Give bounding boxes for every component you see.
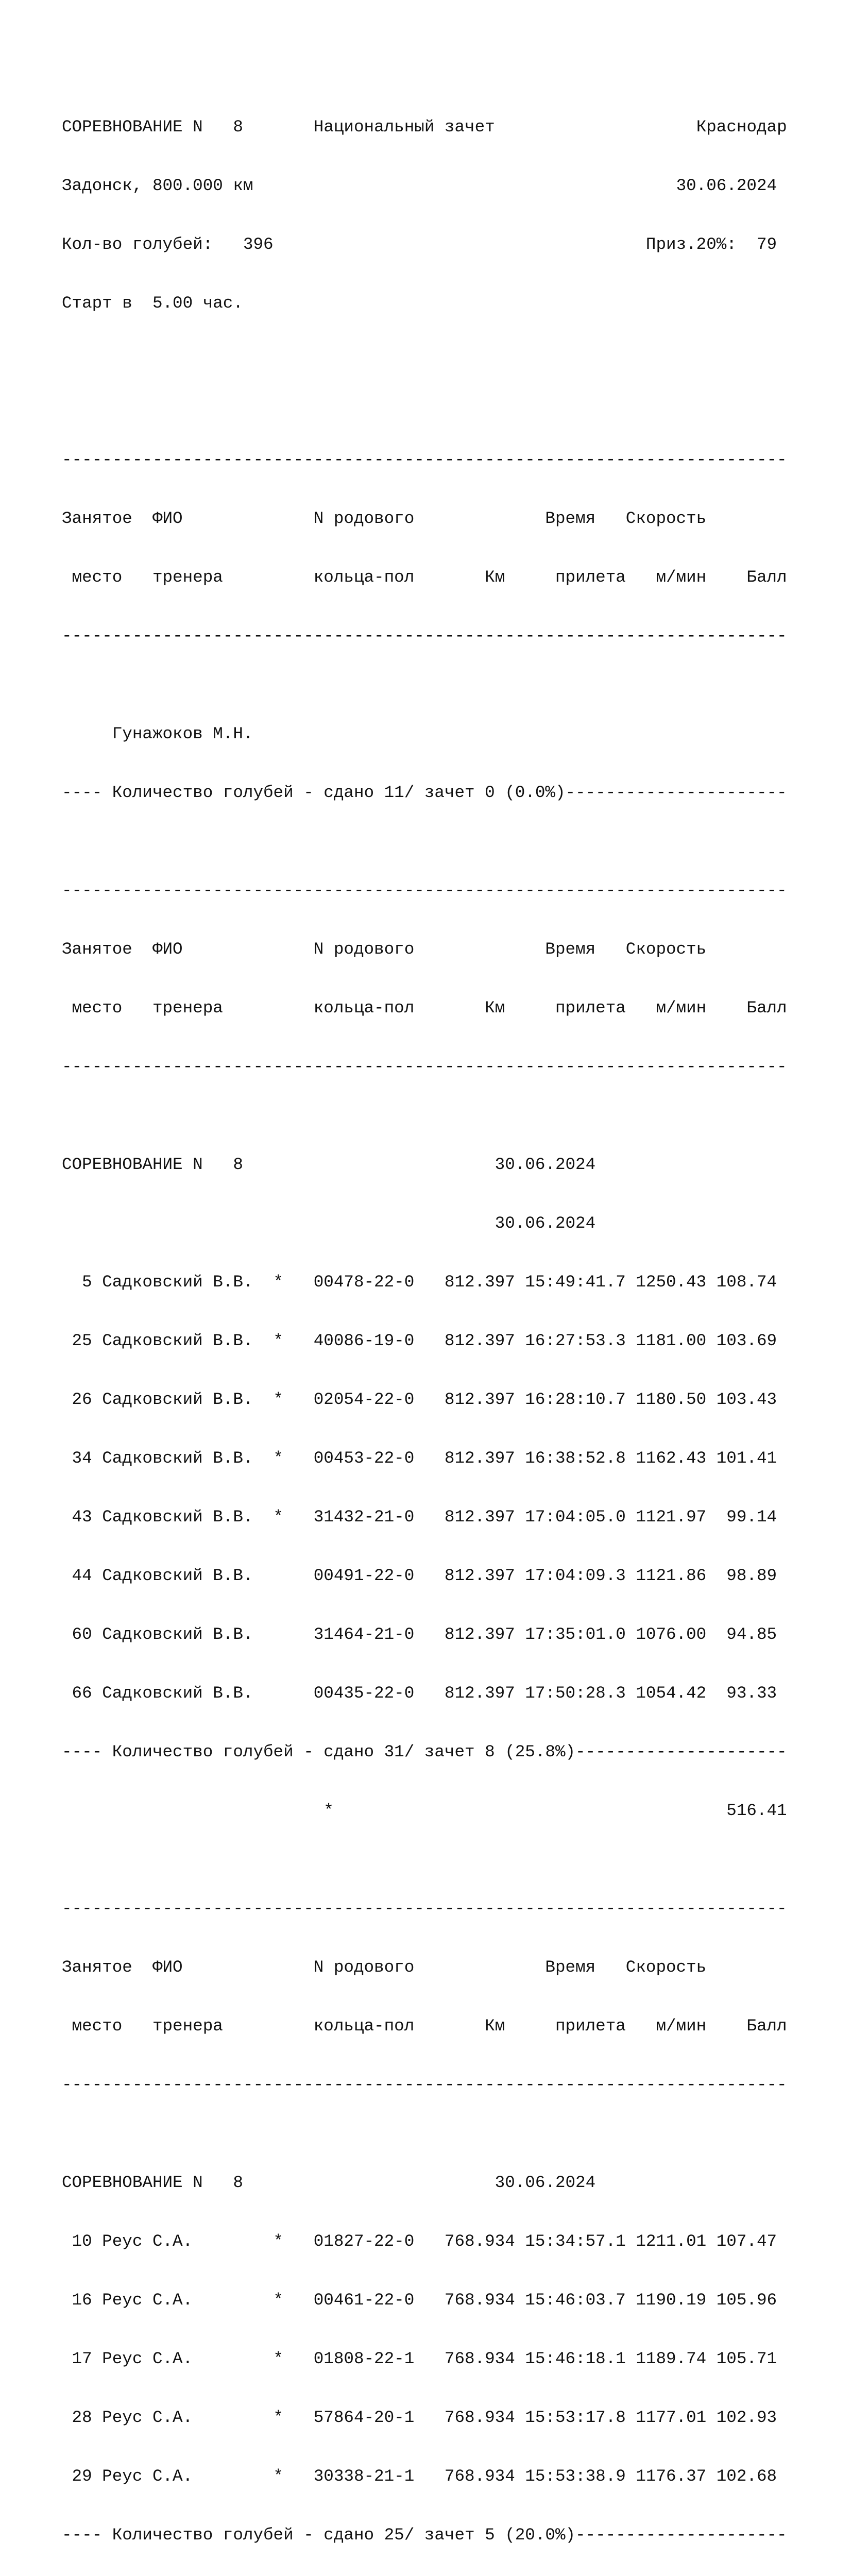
header-line-3: [62, 235, 814, 255]
divider: ------------------------------------------------------------------------: [62, 2075, 787, 2094]
header-line-1: [62, 117, 814, 137]
result-row: 16 Реус С.А. * 00461-22-0 768.934 15:46:03.7 1190.19 105.96: [62, 2291, 777, 2310]
header-line-4: [62, 294, 814, 313]
column-header-row-2: место тренера кольца-пол Км прилета м/мин Балл: [62, 568, 787, 587]
results-sheet: [62, 39, 814, 2576]
race-date: 30.06.2024: [676, 176, 777, 195]
start-time: Старт в 5.00 час.: [62, 294, 243, 313]
release-point: Задонск, 800.000 км: [62, 176, 253, 195]
column-header-row-1: Занятое ФИО N родового Время Скорость: [62, 940, 707, 959]
date-line: 30.06.2024: [62, 1214, 596, 1233]
divider: ------------------------------------------------------------------------: [62, 626, 787, 646]
divider: ------------------------------------------------------------------------: [62, 450, 787, 469]
column-header-row-1: Занятое ФИО N родового Время Скорость: [62, 509, 707, 528]
result-row: 60 Садковский В.В. 31464-21-0 812.397 17:35:01.0 1076.00 94.85: [62, 1625, 777, 1644]
trainer-summary: ---- Количество голубей - сдано 25/ зачет 5 (20.0%)---------------------: [62, 2526, 787, 2545]
column-header-row-2: место тренера кольца-пол Км прилета м/мин Балл: [62, 998, 787, 1018]
divider: ------------------------------------------------------------------------: [62, 1899, 787, 1918]
result-row: 43 Садковский В.В. * 31432-21-0 812.397 17:04:05.0 1121.97 99.14: [62, 1507, 777, 1527]
divider: ------------------------------------------------------------------------: [62, 1057, 787, 1076]
trainer-summary: ---- Количество голубей - сдано 31/ зачет 8 (25.8%)---------------------: [62, 1742, 787, 1761]
city: Краснодар: [696, 117, 787, 137]
blank-line: [62, 352, 814, 372]
header-line-2: [62, 176, 814, 196]
result-row: 26 Садковский В.В. * 02054-22-0 812.397 16:28:10.7 1180.50 103.43: [62, 1390, 777, 1409]
competition-line: СОРЕВНОВАНИЕ N 8 30.06.2024: [62, 2173, 596, 2192]
column-header-row-2: место тренера кольца-пол Км прилета м/мин Балл: [62, 2016, 787, 2036]
result-row: 28 Реус С.А. * 57864-20-1 768.934 15:53:17.8 1177.01 102.93: [62, 2408, 777, 2427]
result-row: 34 Садковский В.В. * 00453-22-0 812.397 16:38:52.8 1162.43 101.41: [62, 1449, 777, 1468]
competition-line: СОРЕВНОВАНИЕ N 8 30.06.2024: [62, 1155, 596, 1174]
result-row: 17 Реус С.А. * 01808-22-1 768.934 15:46:18.1 1189.74 105.71: [62, 2349, 777, 2368]
result-row: 10 Реус С.А. * 01827-22-0 768.934 15:34:57.1 1211.01 107.47: [62, 2232, 777, 2251]
result-row: 44 Садковский В.В. 00491-22-0 812.397 17:04:09.3 1121.86 98.89: [62, 1566, 777, 1585]
result-row: 5 Садковский В.В. * 00478-22-0 812.397 15:49:41.7 1250.43 108.74: [62, 1273, 777, 1292]
competition-number: СОРЕВНОВАНИЕ N 8: [62, 117, 243, 137]
trainer-total: * 516.41: [62, 1801, 787, 1820]
trainer-summary: ---- Количество голубей - сдано 11/ зачет 0 (0.0%)----------------------: [62, 783, 787, 802]
prize-count: Приз.20%: 79: [645, 235, 777, 254]
divider: ------------------------------------------------------------------------: [62, 881, 787, 900]
column-header-row-1: Занятое ФИО N родового Время Скорость: [62, 1958, 707, 1977]
result-row: 66 Садковский В.В. 00435-22-0 812.397 17:50:28.3 1054.42 93.33: [62, 1684, 777, 1703]
trainer-name: Гунажоков М.Н.: [62, 724, 253, 743]
scoring-type: Национальный зачет: [313, 117, 495, 137]
result-row: 29 Реус С.А. * 30338-21-1 768.934 15:53:38.9 1176.37 102.68: [62, 2467, 777, 2486]
result-row: 25 Садковский В.В. * 40086-19-0 812.397 16:27:53.3 1181.00 103.69: [62, 1331, 777, 1350]
pigeon-count: Кол-во голубей: 396: [62, 235, 274, 254]
